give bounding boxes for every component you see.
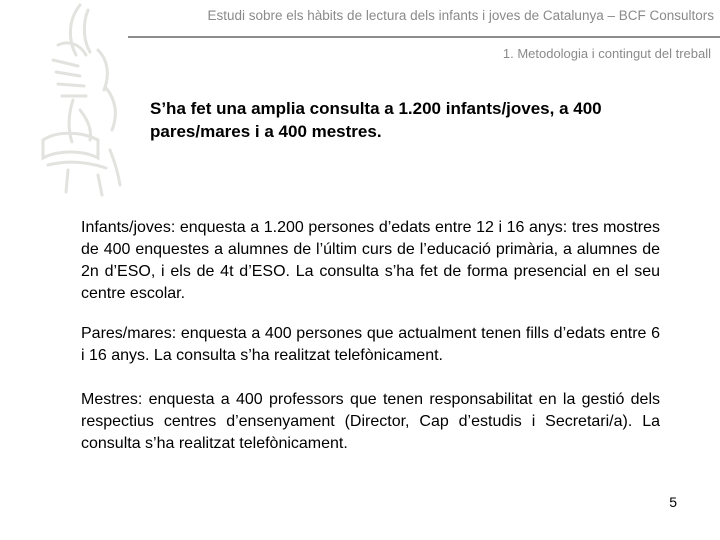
paragraph-pares-mares: [81, 323, 660, 367]
paragraph-infants-joves: [81, 217, 660, 305]
header-title: Estudi sobre els hàbits de lectura dels infants i joves de Catalunya – BCF Consultors: [207, 8, 714, 23]
paragraph-text: enquesta a 400 professors que tenen responsabilitat en la gestió dels respectius centres d’ensenyament (Director, Cap d’estudis i Secretari/a). La consulta s’ha realitzat telefònicament.: [81, 391, 660, 452]
paragraph-text: enquesta a 1.200 persones d’edats entre 12 i 16 anys: tres mostres de 400 enquestes a alumnes de l’últim curs de l’educació primària, a alumnes de 2n d’ESO, i els de 4t d’ESO. La consulta s’ha fet de forma presencial en el seu centre escolar.: [81, 219, 660, 302]
paragraph-label: Mestres:: [81, 391, 143, 408]
section-title: 1. Metodologia i contingut del treball: [502, 46, 711, 61]
paragraph-text: enquesta a 400 persones que actualment tenen fills d’edats entre 6 i 16 anys. La consulta s’ha realitzat telefònicament.: [81, 325, 660, 364]
page-number: 5: [669, 494, 677, 510]
paragraph-label: Infants/joves:: [81, 219, 176, 236]
lead-statement: S’ha fet una amplia consulta a 1.200 infants/joves, a 400 pares/mares i a 400 mestres.: [150, 99, 602, 141]
paragraph-mestres: [81, 389, 660, 455]
header-divider: [128, 36, 720, 38]
paragraph-label: Pares/mares:: [81, 325, 177, 342]
reader-illustration-logo: [28, 0, 138, 200]
